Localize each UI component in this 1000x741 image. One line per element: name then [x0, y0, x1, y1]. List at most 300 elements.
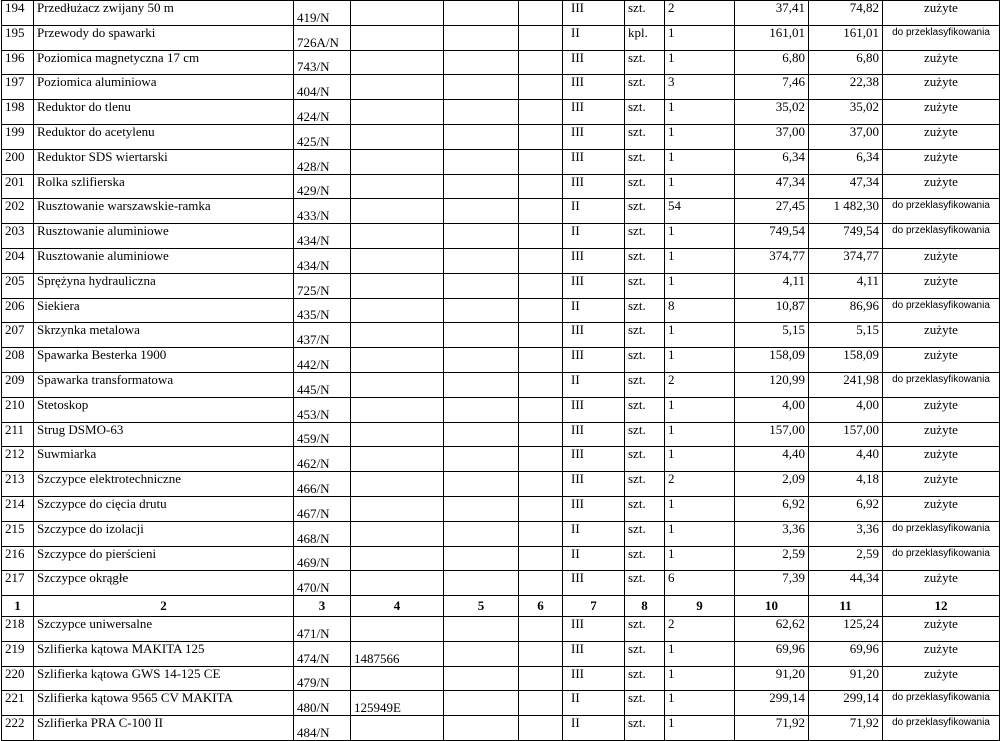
- inventory-code-cell: 453/N: [294, 397, 351, 422]
- empty-cell: [444, 100, 519, 125]
- row-number-cell: 222: [2, 716, 34, 741]
- status-cell: zużyte: [883, 323, 1000, 348]
- item-name-cell: Rusztowanie aluminiowe: [34, 248, 294, 273]
- item-name-cell: Rolka szlifierska: [34, 174, 294, 199]
- inventory-code-cell: 484/N: [294, 716, 351, 741]
- inventory-code-cell: 437/N: [294, 323, 351, 348]
- column-number-cell: 3: [294, 596, 351, 617]
- group-cell: III: [563, 174, 625, 199]
- value-cell: 6,92: [809, 496, 883, 521]
- empty-cell: [519, 273, 563, 298]
- status-cell: do przeklasyfikowania: [883, 521, 1000, 546]
- serial-number-cell: [351, 174, 444, 199]
- row-number-cell: 201: [2, 174, 34, 199]
- empty-cell: [519, 25, 563, 50]
- group-cell: II: [563, 199, 625, 224]
- value-cell: 4,00: [809, 397, 883, 422]
- inventory-code-cell: 726A/N: [294, 25, 351, 50]
- serial-number-cell: [351, 472, 444, 497]
- column-number-cell: 2: [34, 596, 294, 617]
- item-name-cell: Szczypce uniwersalne: [34, 616, 294, 641]
- row-number-cell: 210: [2, 397, 34, 422]
- item-name-cell: Szczypce do pierścieni: [34, 546, 294, 571]
- group-cell: II: [563, 716, 625, 741]
- row-number-cell: 196: [2, 50, 34, 75]
- quantity-cell: 1: [665, 323, 735, 348]
- unit-price-cell: 4,00: [735, 397, 809, 422]
- status-cell: do przeklasyfikowania: [883, 199, 1000, 224]
- row-number-cell: 215: [2, 521, 34, 546]
- quantity-cell: 1: [665, 248, 735, 273]
- quantity-cell: 3: [665, 75, 735, 100]
- table-row: [2, 666, 1000, 691]
- inventory-code-cell: 424/N: [294, 100, 351, 125]
- quantity-cell: 1: [665, 666, 735, 691]
- value-cell: 47,34: [809, 174, 883, 199]
- unit-price-cell: 27,45: [735, 199, 809, 224]
- inventory-code-cell: 428/N: [294, 149, 351, 174]
- quantity-cell: 1: [665, 716, 735, 741]
- table-row: [2, 224, 1000, 249]
- item-name-cell: Siekiera: [34, 298, 294, 323]
- empty-cell: [519, 100, 563, 125]
- serial-number-cell: [351, 25, 444, 50]
- group-cell: III: [563, 472, 625, 497]
- value-cell: 2,59: [809, 546, 883, 571]
- value-cell: 749,54: [809, 224, 883, 249]
- quantity-cell: 1: [665, 25, 735, 50]
- group-cell: III: [563, 323, 625, 348]
- serial-number-cell: [351, 372, 444, 397]
- serial-number-cell: [351, 546, 444, 571]
- unit-price-cell: 6,92: [735, 496, 809, 521]
- table-row: [2, 422, 1000, 447]
- inventory-code-cell: 442/N: [294, 348, 351, 373]
- status-cell: zużyte: [883, 273, 1000, 298]
- serial-number-cell: [351, 571, 444, 596]
- inventory-code-cell: 469/N: [294, 546, 351, 571]
- empty-cell: [444, 348, 519, 373]
- table-row: [2, 716, 1000, 741]
- unit-price-cell: 4,40: [735, 447, 809, 472]
- empty-cell: [519, 397, 563, 422]
- quantity-cell: 1: [665, 100, 735, 125]
- unit-cell: szt.: [625, 149, 665, 174]
- unit-price-cell: 2,59: [735, 546, 809, 571]
- serial-number-cell: [351, 348, 444, 373]
- group-cell: III: [563, 248, 625, 273]
- status-cell: zużyte: [883, 124, 1000, 149]
- group-cell: III: [563, 149, 625, 174]
- unit-price-cell: 6,80: [735, 50, 809, 75]
- quantity-cell: 1: [665, 422, 735, 447]
- serial-number-cell: [351, 616, 444, 641]
- unit-cell: szt.: [625, 124, 665, 149]
- serial-number-cell: [351, 323, 444, 348]
- status-cell: do przeklasyfikowania: [883, 372, 1000, 397]
- empty-cell: [444, 447, 519, 472]
- value-cell: 69,96: [809, 641, 883, 666]
- inventory-code-cell: 743/N: [294, 50, 351, 75]
- value-cell: 4,40: [809, 447, 883, 472]
- unit-price-cell: 299,14: [735, 691, 809, 716]
- table-row: [2, 124, 1000, 149]
- value-cell: 299,14: [809, 691, 883, 716]
- item-name-cell: Szlifierka kątowa GWS 14-125 CE: [34, 666, 294, 691]
- serial-number-cell: [351, 298, 444, 323]
- table-row: [2, 447, 1000, 472]
- value-cell: 161,01: [809, 25, 883, 50]
- row-number-cell: 197: [2, 75, 34, 100]
- empty-cell: [519, 666, 563, 691]
- column-number-cell: 7: [563, 596, 625, 617]
- unit-price-cell: 120,99: [735, 372, 809, 397]
- inventory-code-cell: 480/N: [294, 691, 351, 716]
- item-name-cell: Szczypce elektrotechniczne: [34, 472, 294, 497]
- table-row: [2, 323, 1000, 348]
- row-number-cell: 214: [2, 496, 34, 521]
- table-row: [2, 199, 1000, 224]
- status-cell: zużyte: [883, 447, 1000, 472]
- table-row: [2, 273, 1000, 298]
- column-number-cell: 12: [883, 596, 1000, 617]
- value-cell: 241,98: [809, 372, 883, 397]
- unit-cell: szt.: [625, 248, 665, 273]
- group-cell: II: [563, 521, 625, 546]
- unit-price-cell: 35,02: [735, 100, 809, 125]
- column-number-cell: 11: [809, 596, 883, 617]
- empty-cell: [519, 571, 563, 596]
- item-name-cell: Sprężyna hydrauliczna: [34, 273, 294, 298]
- inventory-code-cell: 429/N: [294, 174, 351, 199]
- empty-cell: [519, 248, 563, 273]
- unit-cell: szt.: [625, 397, 665, 422]
- status-cell: zużyte: [883, 666, 1000, 691]
- unit-cell: szt.: [625, 521, 665, 546]
- unit-cell: szt.: [625, 298, 665, 323]
- unit-price-cell: 6,34: [735, 149, 809, 174]
- item-name-cell: Poziomica aluminiowa: [34, 75, 294, 100]
- item-name-cell: Rusztowanie warszawskie-ramka: [34, 199, 294, 224]
- item-name-cell: Spawarka Besterka 1900: [34, 348, 294, 373]
- status-cell: zużyte: [883, 616, 1000, 641]
- group-cell: II: [563, 25, 625, 50]
- unit-price-cell: 62,62: [735, 616, 809, 641]
- table-row: [2, 372, 1000, 397]
- column-number-row: [2, 596, 1000, 617]
- empty-cell: [519, 641, 563, 666]
- table-row: [2, 521, 1000, 546]
- status-cell: zużyte: [883, 248, 1000, 273]
- item-name-cell: Suwmiarka: [34, 447, 294, 472]
- value-cell: 5,15: [809, 323, 883, 348]
- item-name-cell: Szlifierka PRA C-100 II: [34, 716, 294, 741]
- row-number-cell: 216: [2, 546, 34, 571]
- status-cell: do przeklasyfikowania: [883, 224, 1000, 249]
- table-row: [2, 25, 1000, 50]
- row-number-cell: 204: [2, 248, 34, 273]
- inventory-code-cell: 462/N: [294, 447, 351, 472]
- unit-price-cell: 2,09: [735, 472, 809, 497]
- column-number-cell: 9: [665, 596, 735, 617]
- item-name-cell: Rusztowanie aluminiowe: [34, 224, 294, 249]
- quantity-cell: 54: [665, 199, 735, 224]
- inventory-code-cell: 471/N: [294, 616, 351, 641]
- table-row: [2, 248, 1000, 273]
- unit-cell: szt.: [625, 273, 665, 298]
- value-cell: 4,11: [809, 273, 883, 298]
- value-cell: 6,34: [809, 149, 883, 174]
- value-cell: 125,24: [809, 616, 883, 641]
- status-cell: zużyte: [883, 100, 1000, 125]
- empty-cell: [519, 496, 563, 521]
- empty-cell: [519, 422, 563, 447]
- column-number-cell: 6: [519, 596, 563, 617]
- status-cell: zużyte: [883, 397, 1000, 422]
- unit-price-cell: 3,36: [735, 521, 809, 546]
- empty-cell: [444, 75, 519, 100]
- serial-number-cell: [351, 75, 444, 100]
- unit-cell: szt.: [625, 1, 665, 26]
- status-cell: zużyte: [883, 496, 1000, 521]
- empty-cell: [519, 348, 563, 373]
- empty-cell: [444, 323, 519, 348]
- item-name-cell: Stetoskop: [34, 397, 294, 422]
- item-name-cell: Reduktor SDS wiertarski: [34, 149, 294, 174]
- item-name-cell: Strug DSMO-63: [34, 422, 294, 447]
- inventory-code-cell: 474/N: [294, 641, 351, 666]
- inventory-table: [1, 0, 1000, 741]
- status-cell: do przeklasyfikowania: [883, 546, 1000, 571]
- empty-cell: [444, 616, 519, 641]
- unit-cell: szt.: [625, 224, 665, 249]
- column-number-cell: 5: [444, 596, 519, 617]
- unit-cell: szt.: [625, 174, 665, 199]
- inventory-code-cell: 425/N: [294, 124, 351, 149]
- column-number-cell: 1: [2, 596, 34, 617]
- empty-cell: [444, 372, 519, 397]
- value-cell: 158,09: [809, 348, 883, 373]
- status-cell: do przeklasyfikowania: [883, 691, 1000, 716]
- unit-cell: szt.: [625, 75, 665, 100]
- status-cell: do przeklasyfikowania: [883, 716, 1000, 741]
- unit-price-cell: 37,41: [735, 1, 809, 26]
- unit-cell: szt.: [625, 546, 665, 571]
- inventory-code-cell: 434/N: [294, 248, 351, 273]
- empty-cell: [519, 1, 563, 26]
- unit-cell: szt.: [625, 50, 665, 75]
- quantity-cell: 2: [665, 372, 735, 397]
- unit-price-cell: 69,96: [735, 641, 809, 666]
- empty-cell: [444, 546, 519, 571]
- serial-number-cell: [351, 273, 444, 298]
- status-cell: zużyte: [883, 641, 1000, 666]
- row-number-cell: 217: [2, 571, 34, 596]
- unit-price-cell: 37,00: [735, 124, 809, 149]
- row-number-cell: 202: [2, 199, 34, 224]
- unit-cell: szt.: [625, 666, 665, 691]
- group-cell: III: [563, 616, 625, 641]
- empty-cell: [519, 521, 563, 546]
- table-row: [2, 691, 1000, 716]
- empty-cell: [444, 224, 519, 249]
- unit-cell: szt.: [625, 571, 665, 596]
- value-cell: 91,20: [809, 666, 883, 691]
- serial-number-cell: 125949E: [351, 691, 444, 716]
- empty-cell: [444, 422, 519, 447]
- serial-number-cell: [351, 716, 444, 741]
- table-body-bottom: [2, 616, 1000, 740]
- empty-cell: [444, 641, 519, 666]
- inventory-code-cell: 470/N: [294, 571, 351, 596]
- quantity-cell: 1: [665, 447, 735, 472]
- empty-cell: [519, 199, 563, 224]
- empty-cell: [444, 248, 519, 273]
- unit-cell: szt.: [625, 716, 665, 741]
- row-number-cell: 195: [2, 25, 34, 50]
- row-number-cell: 218: [2, 616, 34, 641]
- empty-cell: [519, 616, 563, 641]
- group-cell: III: [563, 100, 625, 125]
- status-cell: zużyte: [883, 1, 1000, 26]
- quantity-cell: 8: [665, 298, 735, 323]
- inventory-code-cell: 479/N: [294, 666, 351, 691]
- status-cell: zużyte: [883, 149, 1000, 174]
- inventory-code-cell: 466/N: [294, 472, 351, 497]
- group-cell: III: [563, 422, 625, 447]
- unit-price-cell: 47,34: [735, 174, 809, 199]
- row-number-cell: 206: [2, 298, 34, 323]
- table-row: [2, 472, 1000, 497]
- status-cell: zużyte: [883, 472, 1000, 497]
- value-cell: 1 482,30: [809, 199, 883, 224]
- unit-cell: szt.: [625, 348, 665, 373]
- value-cell: 157,00: [809, 422, 883, 447]
- serial-number-cell: [351, 496, 444, 521]
- row-number-cell: 213: [2, 472, 34, 497]
- group-cell: III: [563, 666, 625, 691]
- group-cell: III: [563, 571, 625, 596]
- unit-cell: szt.: [625, 372, 665, 397]
- unit-price-cell: 161,01: [735, 25, 809, 50]
- table-row: [2, 50, 1000, 75]
- column-number-cell: 10: [735, 596, 809, 617]
- empty-cell: [444, 149, 519, 174]
- row-number-cell: 221: [2, 691, 34, 716]
- serial-number-cell: [351, 100, 444, 125]
- table-row: [2, 100, 1000, 125]
- quantity-cell: 1: [665, 521, 735, 546]
- group-cell: III: [563, 1, 625, 26]
- inventory-code-cell: 725/N: [294, 273, 351, 298]
- empty-cell: [519, 716, 563, 741]
- group-cell: III: [563, 496, 625, 521]
- quantity-cell: 1: [665, 124, 735, 149]
- inventory-code-cell: 467/N: [294, 496, 351, 521]
- empty-cell: [444, 273, 519, 298]
- serial-number-cell: [351, 248, 444, 273]
- value-cell: 4,18: [809, 472, 883, 497]
- serial-number-cell: 1487566: [351, 641, 444, 666]
- inventory-code-cell: 419/N: [294, 1, 351, 26]
- group-cell: III: [563, 447, 625, 472]
- row-number-cell: 209: [2, 372, 34, 397]
- serial-number-cell: [351, 50, 444, 75]
- group-cell: III: [563, 50, 625, 75]
- inventory-code-cell: 434/N: [294, 224, 351, 249]
- inventory-code-cell: 433/N: [294, 199, 351, 224]
- quantity-cell: 1: [665, 496, 735, 521]
- empty-cell: [444, 124, 519, 149]
- quantity-cell: 1: [665, 397, 735, 422]
- empty-cell: [444, 472, 519, 497]
- value-cell: 37,00: [809, 124, 883, 149]
- serial-number-cell: [351, 397, 444, 422]
- quantity-cell: 1: [665, 546, 735, 571]
- table-row: [2, 298, 1000, 323]
- column-number-cell: 8: [625, 596, 665, 617]
- empty-cell: [519, 323, 563, 348]
- row-number-cell: 194: [2, 1, 34, 26]
- unit-price-cell: 91,20: [735, 666, 809, 691]
- quantity-cell: 6: [665, 571, 735, 596]
- row-number-cell: 211: [2, 422, 34, 447]
- unit-price-cell: 10,87: [735, 298, 809, 323]
- group-cell: II: [563, 372, 625, 397]
- item-name-cell: Spawarka transformatowa: [34, 372, 294, 397]
- serial-number-cell: [351, 124, 444, 149]
- item-name-cell: Przedłużacz zwijany 50 m: [34, 1, 294, 26]
- unit-price-cell: 157,00: [735, 422, 809, 447]
- empty-cell: [519, 75, 563, 100]
- unit-cell: kpl.: [625, 25, 665, 50]
- item-name-cell: Przewody do spawarki: [34, 25, 294, 50]
- serial-number-cell: [351, 422, 444, 447]
- empty-cell: [519, 691, 563, 716]
- unit-price-cell: 4,11: [735, 273, 809, 298]
- unit-price-cell: 158,09: [735, 348, 809, 373]
- row-number-cell: 205: [2, 273, 34, 298]
- item-name-cell: Szlifierka kątowa 9565 CV MAKITA: [34, 691, 294, 716]
- table-row: [2, 149, 1000, 174]
- empty-cell: [444, 50, 519, 75]
- group-cell: III: [563, 75, 625, 100]
- group-cell: II: [563, 691, 625, 716]
- quantity-cell: 2: [665, 616, 735, 641]
- value-cell: 374,77: [809, 248, 883, 273]
- status-cell: zużyte: [883, 348, 1000, 373]
- row-number-cell: 199: [2, 124, 34, 149]
- empty-cell: [444, 199, 519, 224]
- empty-cell: [444, 666, 519, 691]
- empty-cell: [519, 224, 563, 249]
- value-cell: 44,34: [809, 571, 883, 596]
- quantity-cell: 1: [665, 224, 735, 249]
- column-number-cell: 4: [351, 596, 444, 617]
- quantity-cell: 1: [665, 273, 735, 298]
- empty-cell: [444, 691, 519, 716]
- table-row: [2, 174, 1000, 199]
- row-number-cell: 208: [2, 348, 34, 373]
- quantity-cell: 2: [665, 472, 735, 497]
- table-row: [2, 571, 1000, 596]
- group-cell: III: [563, 397, 625, 422]
- group-cell: III: [563, 124, 625, 149]
- serial-number-cell: [351, 149, 444, 174]
- quantity-cell: 1: [665, 149, 735, 174]
- item-name-cell: Szczypce do cięcia drutu: [34, 496, 294, 521]
- empty-cell: [444, 496, 519, 521]
